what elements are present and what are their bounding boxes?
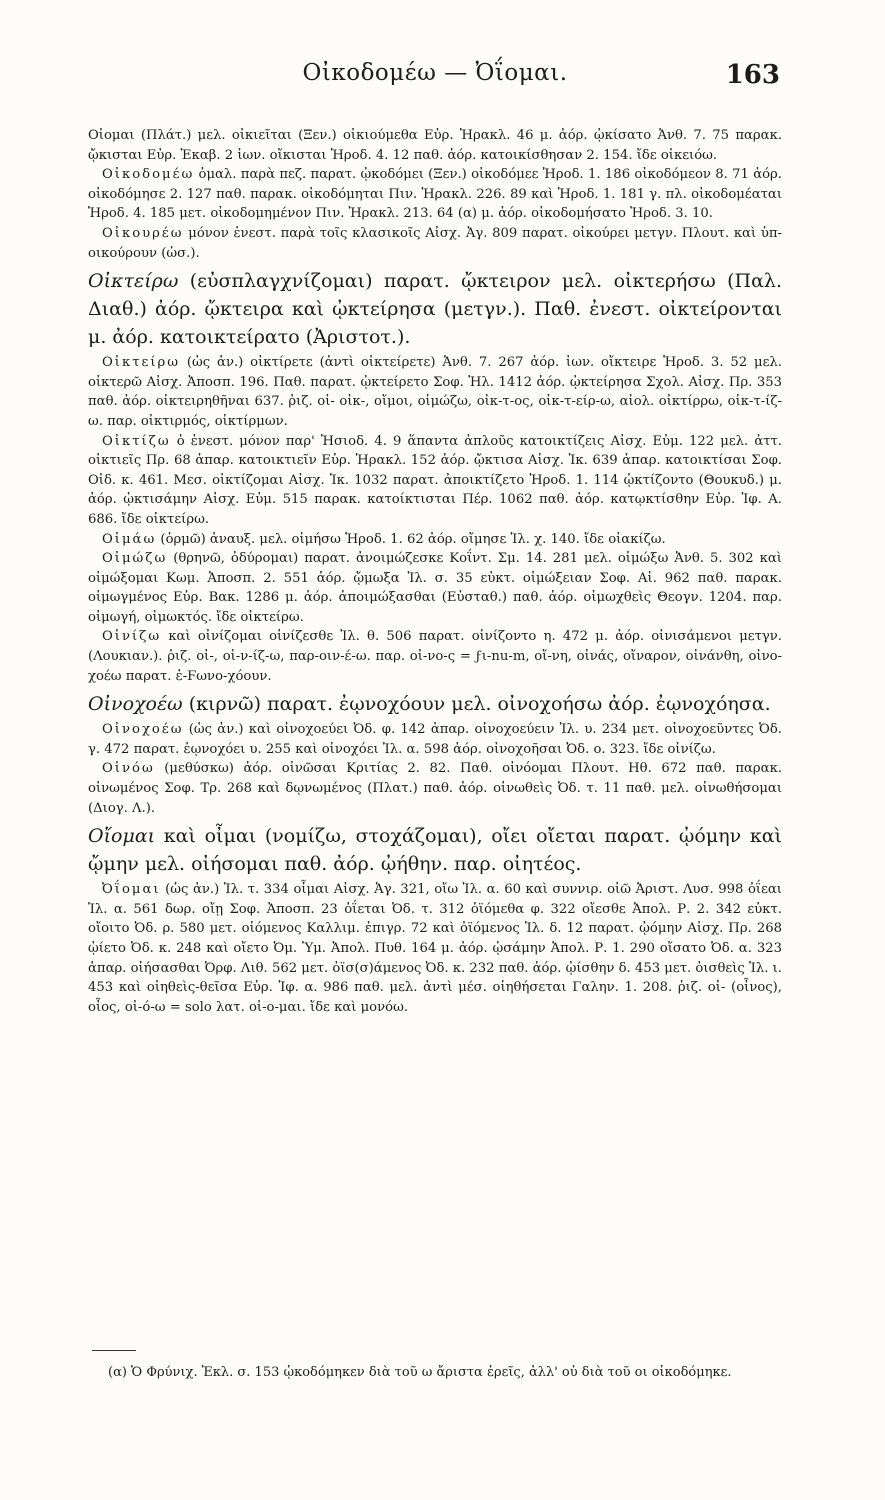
- entry-lemma: Οἰνοχοέω: [102, 722, 184, 738]
- entry-paragraph: [88, 627, 782, 686]
- page-number: 163: [725, 60, 780, 90]
- entry-paragraph: [88, 880, 782, 1017]
- heading-text: καὶ οἶμαι (νομίζω, στοχάζομαι), οἴει οἴεται παρατ. ᾠόμην καὶ ᾤμην μελ. οἰήσομαι παθ. ἀόρ. ᾠήθην. παρ. οἰητέος.: [88, 825, 782, 876]
- entry-paragraph: [88, 353, 782, 431]
- entry-text: (ὡς ἀν.) Ἰλ. τ. 334 οἶμαι Αἰσχ. Ἀγ. 321, οἴω Ἰλ. α. 60 καὶ συννιρ. οἰῶ Ἀριστ. Λυσ. 998 ὀΐεαι Ἰλ. α. 561 δωρ. οἴῃ Σοφ. Ἀποσπ. 23 ὀΐεται Ὀδ. τ. 312 ὀϊόμεθα φ. 322 οἴεσθε Ἀπολ. Ρ. 2. 342 εὐκτ. οἴοιτο Ὀδ. ρ. 580 μετ. οἰόμενος Καλλιμ. ἐπιγρ. 72 καὶ ὀϊόμενος Ἰλ. δ. 12 παρατ. ᾠόμην Αἰσχ. Πρ. 268 ᾠίετο Ὀδ. κ. 248 καὶ οἴετο Ὀμ. Ὑμ. Ἀπολ. Πυθ. 164 μ. ἀόρ. ᾠσάμην Ἀπολ. Ρ. 1. 290 οἴσατο Ὀδ. α. 323 ἀπαρ. οἰήσασθαι Ὀρφ. Λιθ. 562 μετ. ὀϊσ(σ)άμενος Ὀδ. κ. 232 παθ. ἀόρ. ᾠίσθην δ. 453 μετ. ὀισθεὶς Ἰλ. ι. 453 καὶ οἰηθεὶς-θεῖσα Εὐρ. Ἰφ. α. 986 παθ. μελ. ἀντὶ μέσ. οἰηθήσεται Γαλην. 1. 208. ῥιζ. οἰ- (οἶνος), οἶος, οἰ-ό-ω = solo λατ. οἰ-ο-μαι. ἴδε καὶ μονόω.: [88, 882, 782, 1015]
- entry-text: (ὡς ἀν.) οἰκτίρετε (ἀντὶ οἰκτείρετε) Ἀνθ. 7. 267 ἀόρ. ἰων. οἴκτειρε Ἡροδ. 3. 52 μελ. οἰκτερῶ Αἰσχ. Ἀποσπ. 196. Παθ. παρατ. ᾠκτείρετο Σοφ. Ἠλ. 1412 ἀόρ. ᾠκτείρησα Σχολ. Αἰσχ. Πρ. 353 παθ. ἀόρ. οἰκτειρηθῆναι 637. ῥιζ. οἰ- οἰκ-, οἴμοι, οἰμώζω, οἰκ-τ-ος, οἰκ-τ-είρ-ω, αἰολ. οἰκτίρρω, οἰκ-τ-ίζ-ω. παρ. οἰκτιρμός, οἰκτίρμων.: [88, 355, 782, 429]
- entry-paragraph: [88, 530, 782, 550]
- entry-paragraph: [88, 224, 782, 263]
- header-title: Οἰκοδομέω — Ὀΐομαι.: [302, 60, 568, 86]
- running-header: [90, 60, 780, 100]
- entry-text: Οἰομαι (Πλάτ.) μελ. οἰκιεῖται (Ξεν.) οἰκιούμεθα Εὐρ. Ἡρακλ. 46 μ. ἀόρ. ᾠκίσατο Ἀνθ. 7. 75 παρακ. ᾤκισται Εὐρ. Ἑκαβ. 2 ἰων. οἴκισται Ἡροδ. 4. 12 παθ. ἀόρ. κατοικίσθησαν 2. 154. ἴδε οἰκειόω.: [88, 128, 782, 163]
- entry-lemma: Οἰκτείρω: [102, 355, 181, 371]
- entry-paragraph: [88, 720, 782, 759]
- heading-text: (εὐσπλαγχνίζομαι) παρατ. ᾤκτειρον μελ. οἰκτερήσω (Παλ. Διαθ.) ἀόρ. ᾤκτειρα καὶ ᾠκτείρησα (μετγν.). Παθ. ἐνεστ. οἰκτείρονται μ. ἀόρ. κατοικτείρατο (Ἀριστοτ.).: [88, 270, 782, 349]
- entry-lemma: Οἰκοδομέω: [102, 167, 195, 183]
- heading-lemma: Οἰκτείρω: [88, 270, 179, 293]
- entry-paragraph: [88, 165, 782, 224]
- heading-lemma: Οἴομαι: [88, 825, 156, 848]
- entry-text: (ὁρμῶ) ἀναυξ. μελ. οἰμήσω Ἡροδ. 1. 62 ἀόρ. οἴμησε Ἰλ. χ. 140. ἴδε οἰακίζω.: [160, 531, 666, 547]
- entry-paragraph: [88, 432, 782, 530]
- entry-paragraph: [88, 759, 782, 818]
- entry-text: ὁ ἐνεστ. μόνον παρ' Ἡσιοδ. 4. 9 ἅπαντα ἁπλοῦς κατοικτίζεις Αἰσχ. Εὐμ. 122 μελ. ἀττ. οἰκτιεῖς Πρ. 68 ἀπαρ. κατοικτιεῖν Εὐρ. Ἡρακλ. 152 ἀόρ. ᾤκτισα Αἰσχ. Ἱκ. 639 ἀπαρ. κατοικτίσαι Σοφ. Οἰδ. κ. 461. Μεσ. οἰκτίζομαι Αἰσχ. Ἱκ. 1032 παρατ. ἀποικτίζετο Ἡροδ. 1. 114 ᾠκτίζοντο (Θουκυδ.) μ. ἀόρ. ᾠκτισάμην Αἰσχ. Εὐμ. 515 παρακ. κατοίκτισται Πέρ. 1062 παθ. ἀόρ. κατῳκτίσθην Εὐρ. Ἰφ. Α. 686. ἴδε οἰκτείρω.: [88, 433, 783, 527]
- entry-heading: [88, 822, 782, 878]
- entry-paragraph: [88, 126, 782, 165]
- entry-text: (θρηνῶ, ὀδύρομαι) παρατ. ἀνοιμώζεσκε Κοΐντ. Σμ. 14. 281 μελ. οἰμώξω Ἀνθ. 5. 302 καὶ οἰμώξομαι Κωμ. Ἀποσπ. 2. 551 ἀόρ. ᾤμωξα Ἰλ. σ. 35 εὐκτ. οἰμώξειαν Σοφ. Αἰ. 962 παθ. παρακ. οἰμωγμένος Εὐρ. Βακ. 1286 μ. ἀόρ. ἀποιμώξασθαι (Εὐσταθ.) παθ. ἀόρ. οἰμωχθεὶς Θεογν. 1204. παρ. οἰμωγή, οἰμωκτός. ἴδε οἰκτείρω.: [88, 551, 782, 625]
- entry-lemma: Οἰκτίζω: [102, 433, 171, 449]
- heading-text: (κιρνῶ) παρατ. ἐῳνοχόουν μελ. οἰνοχοήσω ἀόρ. ἐῳνοχόησα.: [188, 693, 771, 716]
- entry-text: ὁμαλ. παρὰ πεζ. παρατ. ᾠκοδόμει (Ξεν.) οἰκοδόμεε Ἡροδ. 1. 186 οἰκοδόμεον 8. 71 ἀόρ. οἰκοδόμησε 2. 127 παθ. παρακ. οἰκοδόμηται Πιν. Ἡρακλ. 226. 89 καὶ Ἡροδ. 1. 181 γ. πλ. οἰκοδομέαται Ἡροδ. 4. 185 μετ. οἰκοδομημένον Πιν. Ἡρακλ. 213. 64 (α) μ. ἀόρ. οἰκοδομήσατο Ἡροδ. 3. 10.: [88, 167, 782, 222]
- entry-text: καὶ οἰνίζομαι οἰνίζεσθε Ἰλ. θ. 506 παρατ. οἰνίζοντο η. 472 μ. ἀόρ. οἰνισάμενοι μετγν. (Λουκιαν.). ῥιζ. οἰ-, οἰ-ν-ίζ-ω, παρ-οιν-έ-ω. παρ. οἰ-νο-ς = ϝι-nu-m, οἴ-νη, οἰνάς, οἴναρον, οἰνάνθη, οἰνο-χοέω παρατ. ἐ-Ϝωνο-χόουν.: [88, 629, 782, 684]
- footnote: (α) Ὁ Φρύνιχ. Ἐκλ. σ. 153 ᾠκοδόμηκεν διὰ τοῦ ω ἄριστα ἐρεῖς, ἀλλ' οὐ διὰ τοῦ οι οἰκοδόμηκε.: [108, 1365, 732, 1380]
- entry-text: (μεθύσκω) ἀόρ. οἰνῶσαι Κριτίας 2. 82. Παθ. οἰνόομαι Πλουτ. Ηθ. 672 παθ. παρακ. οἰνωμένος Σοφ. Τρ. 268 καὶ δῳνωμένος (Πλατ.) παθ. ἀόρ. οἰνωθεὶς Ὀδ. τ. 11 παθ. μελ. οἰνωθήσομαι (Διογ. Λ.).: [88, 761, 782, 816]
- footnote-rule: [92, 1350, 136, 1351]
- entry-lemma: Ὀΐομαι: [102, 882, 161, 898]
- entry-lemma: Οἰμώζω: [102, 551, 168, 567]
- heading-lemma: Οἰνοχοέω: [88, 693, 183, 716]
- entry-lemma: Οἰνόω: [102, 761, 155, 777]
- entry-lemma: Οἰνίζω: [102, 629, 162, 645]
- entry-text: μόνον ἐνεστ. παρὰ τοῖς κλασικοῖς Αἰσχ. Ἀγ. 809 παρατ. οἰκούρει μετγν. Πλουτ. καὶ ὑπ-οικούρουν (ὡσ.).: [88, 225, 782, 261]
- entry-lemma: Οἰκουρέω: [102, 225, 184, 241]
- dictionary-entries: [88, 126, 782, 1017]
- entry-heading: [88, 267, 782, 351]
- entry-paragraph: [88, 549, 782, 627]
- entry-lemma: Οἰμάω: [102, 531, 157, 547]
- entry-text: (ὡς ἀν.) καὶ οἰνοχοεύει Ὀδ. φ. 142 ἀπαρ. οἰνοχοεύειν Ἰλ. υ. 234 μετ. οἰνοχοεῦντες Ὀδ. γ. 472 παρατ. ἐῳνοχόει υ. 255 καὶ οἰνοχόει Ἰλ. α. 598 ἀόρ. οἰνοχοῆσαι Ὀδ. ο. 323. ἴδε οἰνίζω.: [88, 722, 782, 757]
- entry-heading: [88, 690, 782, 718]
